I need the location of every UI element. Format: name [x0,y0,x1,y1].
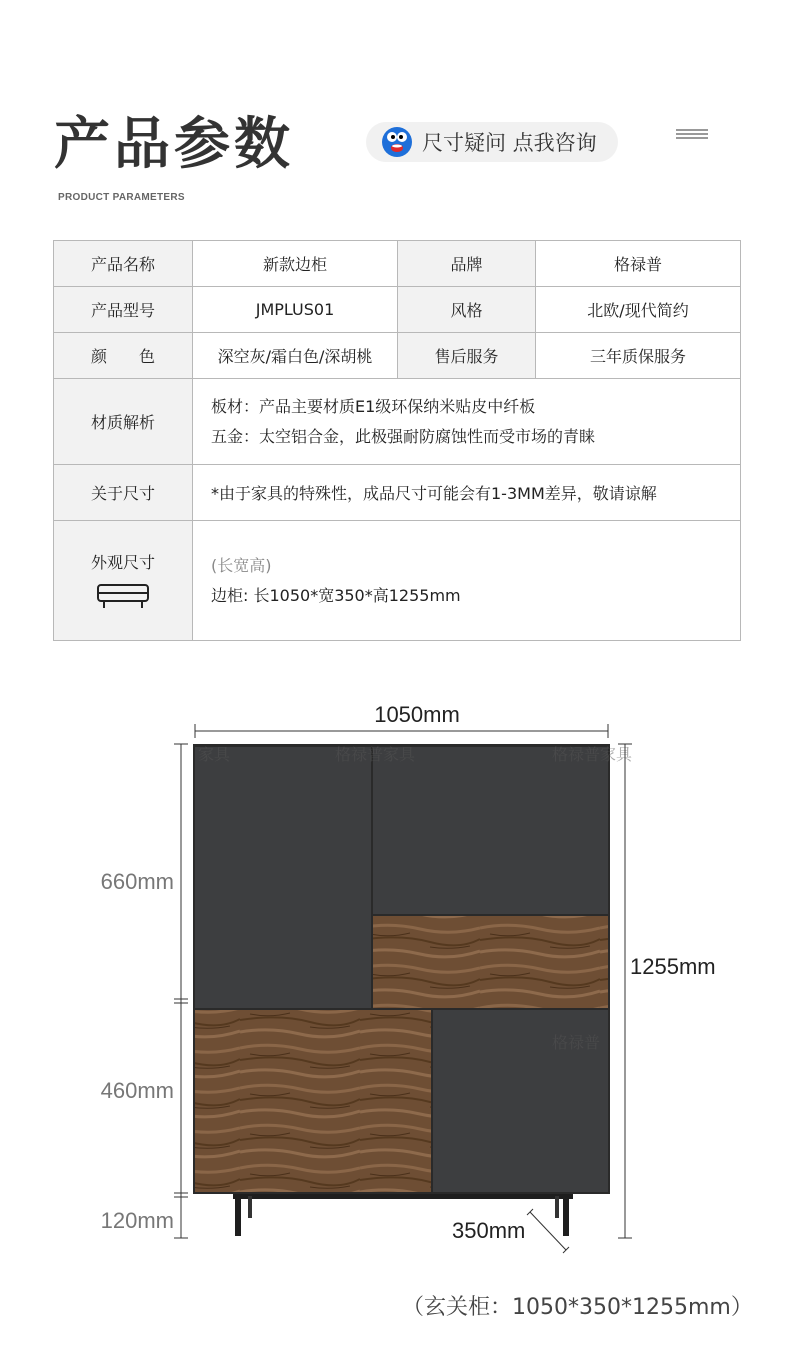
appearance-label: 外观尺寸 [90,553,155,572]
material-label: 材质解析 [54,379,193,465]
param-value: 深空灰/霜白色/深胡桃 [193,333,398,379]
table-row [54,465,741,521]
cabinet-base [233,1194,573,1199]
leg [235,1196,241,1236]
watermark: 家具 [198,745,231,764]
height-label: 1255mm [630,954,716,979]
watermark: 格禄普 [552,1033,601,1052]
dimension-value: 边柜: 长1050*宽350*高1255mm [211,585,461,605]
table-row [54,287,741,333]
param-label: 产品型号 [54,287,193,333]
appearance-detail [193,521,741,641]
size-consult-button[interactable] [366,122,618,162]
leg-height-label: 120mm [100,1208,174,1233]
panel-dark-top-left [195,747,371,1008]
panel-wood-middle [373,916,608,1008]
leg [563,1196,569,1236]
panel-dark-top-right [373,747,608,914]
upper-height-label: 660mm [100,869,174,894]
param-value: JMPLUS01 [193,287,398,333]
param-label: 品牌 [398,241,536,287]
watermark: 格禄普家具 [552,745,633,764]
leg [555,1196,559,1218]
param-value: 新款边柜 [193,241,398,287]
depth-label: 350mm [452,1218,526,1243]
param-value: 北欧/现代简约 [536,287,741,333]
param-value: 三年质保服务 [536,333,741,379]
appearance-cell [54,521,193,641]
param-value: 格禄普 [536,241,741,287]
param-label: 颜 色 [54,333,193,379]
dimension-hint: (长宽高) [211,555,272,575]
cabinet-icon [96,583,150,611]
table-row [54,521,741,641]
size-note-label: 关于尺寸 [54,465,193,521]
hardware-line: 五金：太空铝合金，此极强耐防腐蚀性而受市场的青睐 [211,426,596,446]
width-label: 1050mm [374,702,460,727]
lower-height-label: 460mm [100,1078,174,1103]
material-line: 板材：产品主要材质E1级环保纳米贴皮中纤板 [211,396,536,416]
table-row [54,241,741,287]
caption: （玄关柜：1050*350*1255mm） [402,1295,753,1320]
menu-icon[interactable] [676,129,708,141]
param-label: 风格 [398,287,536,333]
watermark: 格禄普家具 [335,745,416,764]
page-subtitle: PRODUCT PARAMETERS [58,192,185,203]
leg [248,1196,252,1218]
page-title: 产品参数 [54,112,294,177]
panel-wood-bottom-left [195,1010,431,1192]
material-detail [193,379,741,465]
mascot-icon [380,125,414,159]
parameters-table [53,240,741,641]
table-row [54,333,741,379]
size-note-text: *由于家具的特殊性，成品尺寸可能会有1-3MM差异，敬请谅解 [193,465,741,521]
consult-label: 尺寸疑问 点我咨询 [422,131,597,155]
param-label: 售后服务 [398,333,536,379]
cabinet-diagram [0,680,790,1280]
param-label: 产品名称 [54,241,193,287]
table-row [54,379,741,465]
